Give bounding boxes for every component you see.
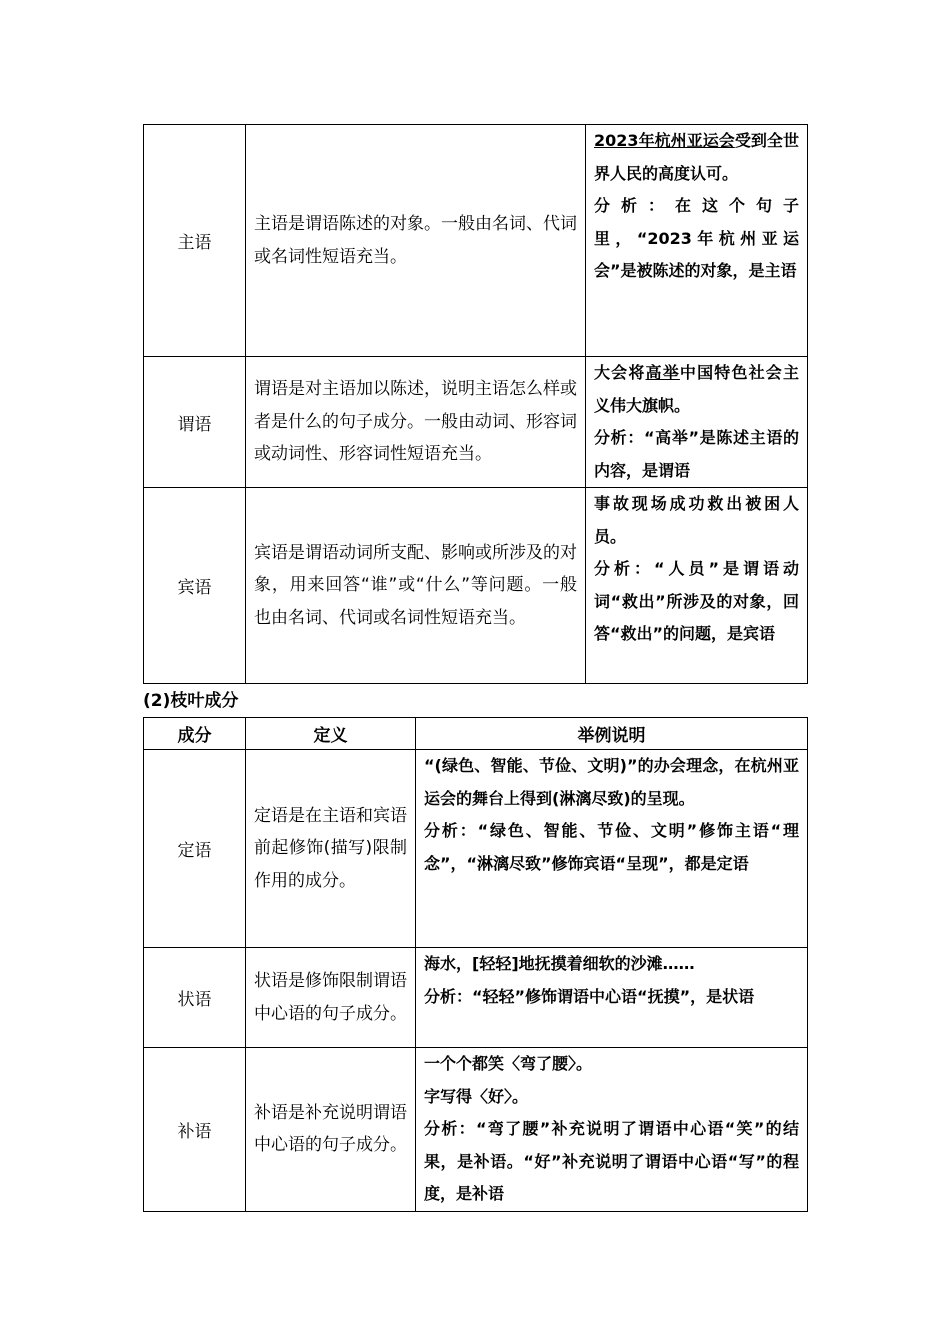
example-text: 事故现场成功救出被困人员。 xyxy=(594,494,799,546)
header-cell: 举例说明 xyxy=(416,718,808,750)
analysis-label: 分析： xyxy=(424,821,478,840)
table-row xyxy=(144,488,808,684)
table-row xyxy=(144,750,808,948)
analysis-label: 分析： xyxy=(594,559,654,578)
header-cell: 成分 xyxy=(144,718,246,750)
analysis-text: “轻轻”修饰谓语中心语“抚摸”，是状语 xyxy=(472,986,755,1006)
analysis-label: 分析： xyxy=(424,1119,476,1138)
example-text: 字写得〈好〉。 xyxy=(424,1086,529,1106)
table-row xyxy=(144,1048,808,1212)
example-underlined: 高举 xyxy=(645,363,680,382)
analysis-text: “绿色、智能、节俭、文明”修饰主语“理念”，“淋漓尽致”修饰宾语“呈现”，都是定语 xyxy=(424,821,799,873)
component-name: 状语 xyxy=(144,948,246,1048)
component-definition: 主语是谓语陈述的对象。一般由名词、代词或名词性短语充当。 xyxy=(246,125,586,357)
example-text: 中国特色社会主义伟大旗帜。 xyxy=(594,363,799,415)
analysis-label: 分析： xyxy=(594,196,675,215)
component-name: 宾语 xyxy=(144,488,246,684)
analysis-label: 分析： xyxy=(424,986,473,1006)
example-text: 大会将 xyxy=(594,363,646,382)
example-underlined: 2023年杭州亚运会 xyxy=(594,131,735,150)
component-example xyxy=(416,1048,808,1212)
component-name: 谓语 xyxy=(144,357,246,488)
analysis-text: “高举”是陈述主语的内容，是谓语 xyxy=(594,428,799,480)
component-name: 主语 xyxy=(144,125,246,357)
component-definition: 状语是修饰限制谓语中心语的句子成分。 xyxy=(246,948,416,1048)
component-example xyxy=(416,750,808,948)
table-row xyxy=(144,125,808,357)
component-definition: 定语是在主语和宾语前起修饰(描写)限制作用的成分。 xyxy=(246,750,416,948)
component-name: 定语 xyxy=(144,750,246,948)
example-text: 海水，[轻轻]地抚摸着细软的沙滩…… xyxy=(424,954,695,973)
analysis-text: “人员”是谓语动词“救出”所涉及的对象，回答“救出”的问题，是宾语 xyxy=(594,559,799,643)
example-text: 一个个都笑〈弯了腰〉。 xyxy=(424,1054,593,1073)
main-components-table xyxy=(143,124,808,684)
component-definition: 补语是补充说明谓语中心语的句子成分。 xyxy=(246,1048,416,1212)
header-cell: 定义 xyxy=(246,718,416,750)
component-example xyxy=(416,948,808,1048)
component-example xyxy=(586,357,808,488)
section-title: (2)枝叶成分 xyxy=(143,691,239,711)
analysis-label: 分析： xyxy=(594,428,644,447)
component-definition: 谓语是对主语加以陈述，说明主语怎么样或者是什么的句子成分。一般由动词、形容词或动词性、形容词性短语充当。 xyxy=(246,357,586,488)
table-row xyxy=(144,948,808,1048)
component-definition: 宾语是谓语动词所支配、影响或所涉及的对象，用来回答“谁”或“什么”等问题。一般也由名词、代词或名词性短语充当。 xyxy=(246,488,586,684)
table-header-row xyxy=(144,718,808,750)
table-row xyxy=(144,357,808,488)
analysis-text: 在这个句子里，“2023年杭州亚运会”是被陈述的对象，是主语 xyxy=(594,196,799,280)
analysis-text: “弯了腰”补充说明了谓语中心语“笑”的结果，是补语。“好”补充说明了谓语中心语“写”的程度，是补语 xyxy=(424,1119,799,1203)
component-example xyxy=(586,125,808,357)
example-text: 受到全世界人民的高度认可。 xyxy=(594,131,799,183)
example-text: “(绿色、智能、节俭、文明)”的办会理念，在杭州亚运会的舞台上得到(淋漓尽致)的呈现。 xyxy=(424,756,799,808)
component-example xyxy=(586,488,808,684)
component-name: 补语 xyxy=(144,1048,246,1212)
branch-components-table xyxy=(143,717,808,1212)
